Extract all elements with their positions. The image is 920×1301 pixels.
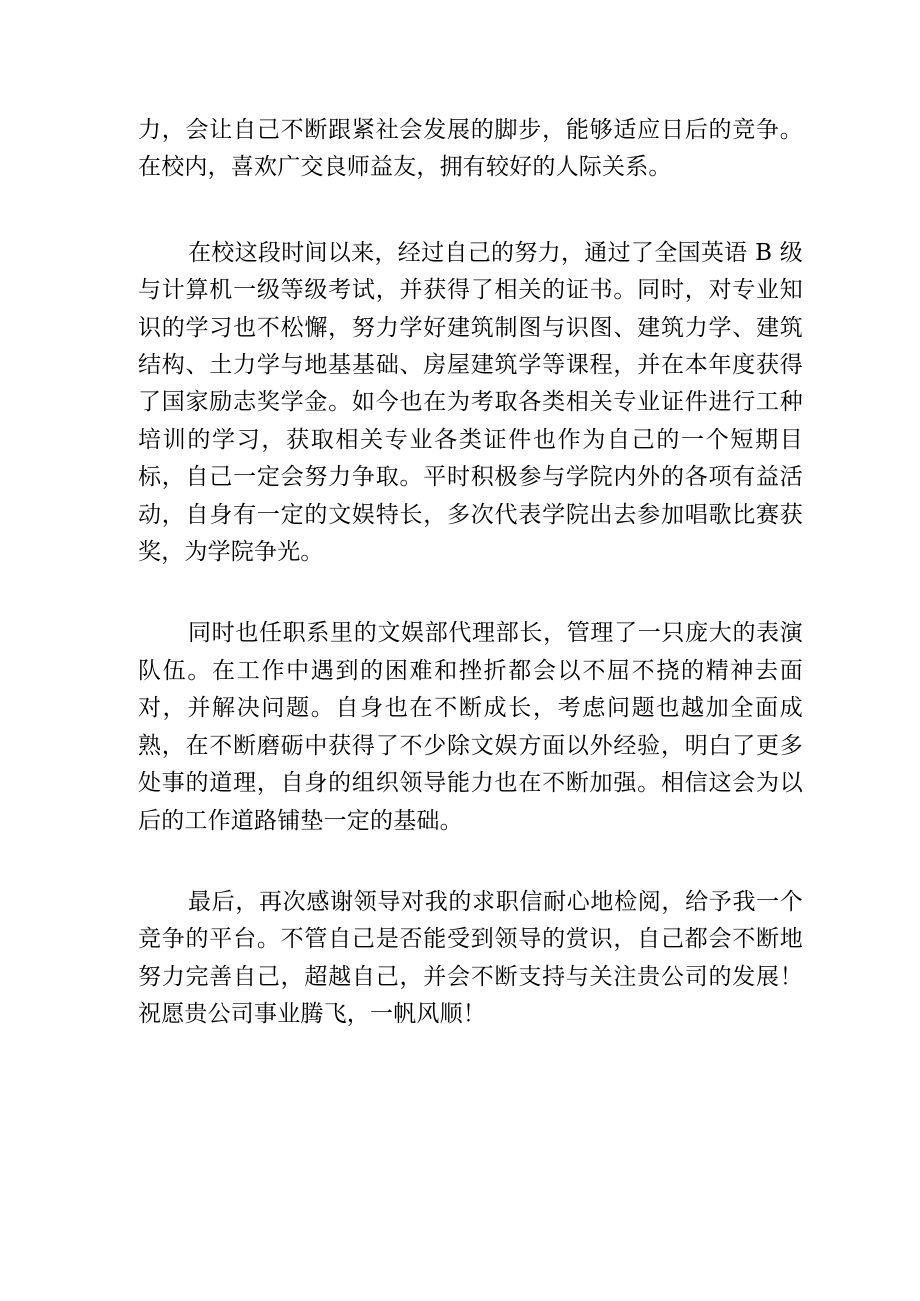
paragraph-closing: 最后，再次感谢领导对我的求职信耐心地检阅，给予我一个竞争的平台。不管自己是否能受到领导的赏识，自己都会不断地努力完善自己，超越自己，并会不断支持与关注贵公司的发展！祝愿贵公司事业腾飞，一帆风顺！ xyxy=(138,888,803,1028)
paragraph-certificates: 在校这段时间以来，经过自己的努力，通过了全国英语 B 级与计算机一级等级考试，并获得了相关的证书。同时，对专业知识的学习也不松懈，努力学好建筑制图与识图、建筑力学、建筑结构、土力学与地基基础、房屋建筑学等课程，并在本年度获得了国家励志奖学金。如今也在为考取各类相关专业证件进行工种培训的学习，获取相关专业各类证件也作为自己的一个短期目标，自己一定会努力争取。平时积极参与学院内外的各项有益活动，自身有一定的文娱特长，多次代表学院出去参加唱歌比赛获奖，为学院争光。 xyxy=(138,239,803,566)
paragraph-continuation: 力，会让自己不断跟紧社会发展的脚步，能够适应日后的竞争。在校内，喜欢广交良师益友，拥有较好的人际关系。 xyxy=(138,117,803,181)
paragraph-work-experience: 同时也任职系里的文娱部代理部长，管理了一只庞大的表演队伍。在工作中遇到的困难和挫折都会以不屈不挠的精神去面对，并解决问题。自身也在不断成长，考虑问题也越加全面成熟，在不断磨砺中获得了不少除文娱方面以外经验，明白了更多处事的道理，自身的组织领导能力也在不断加强。相信这会为以后的工作道路铺垫一定的基础。 xyxy=(138,620,803,834)
letter-body xyxy=(138,112,803,1034)
